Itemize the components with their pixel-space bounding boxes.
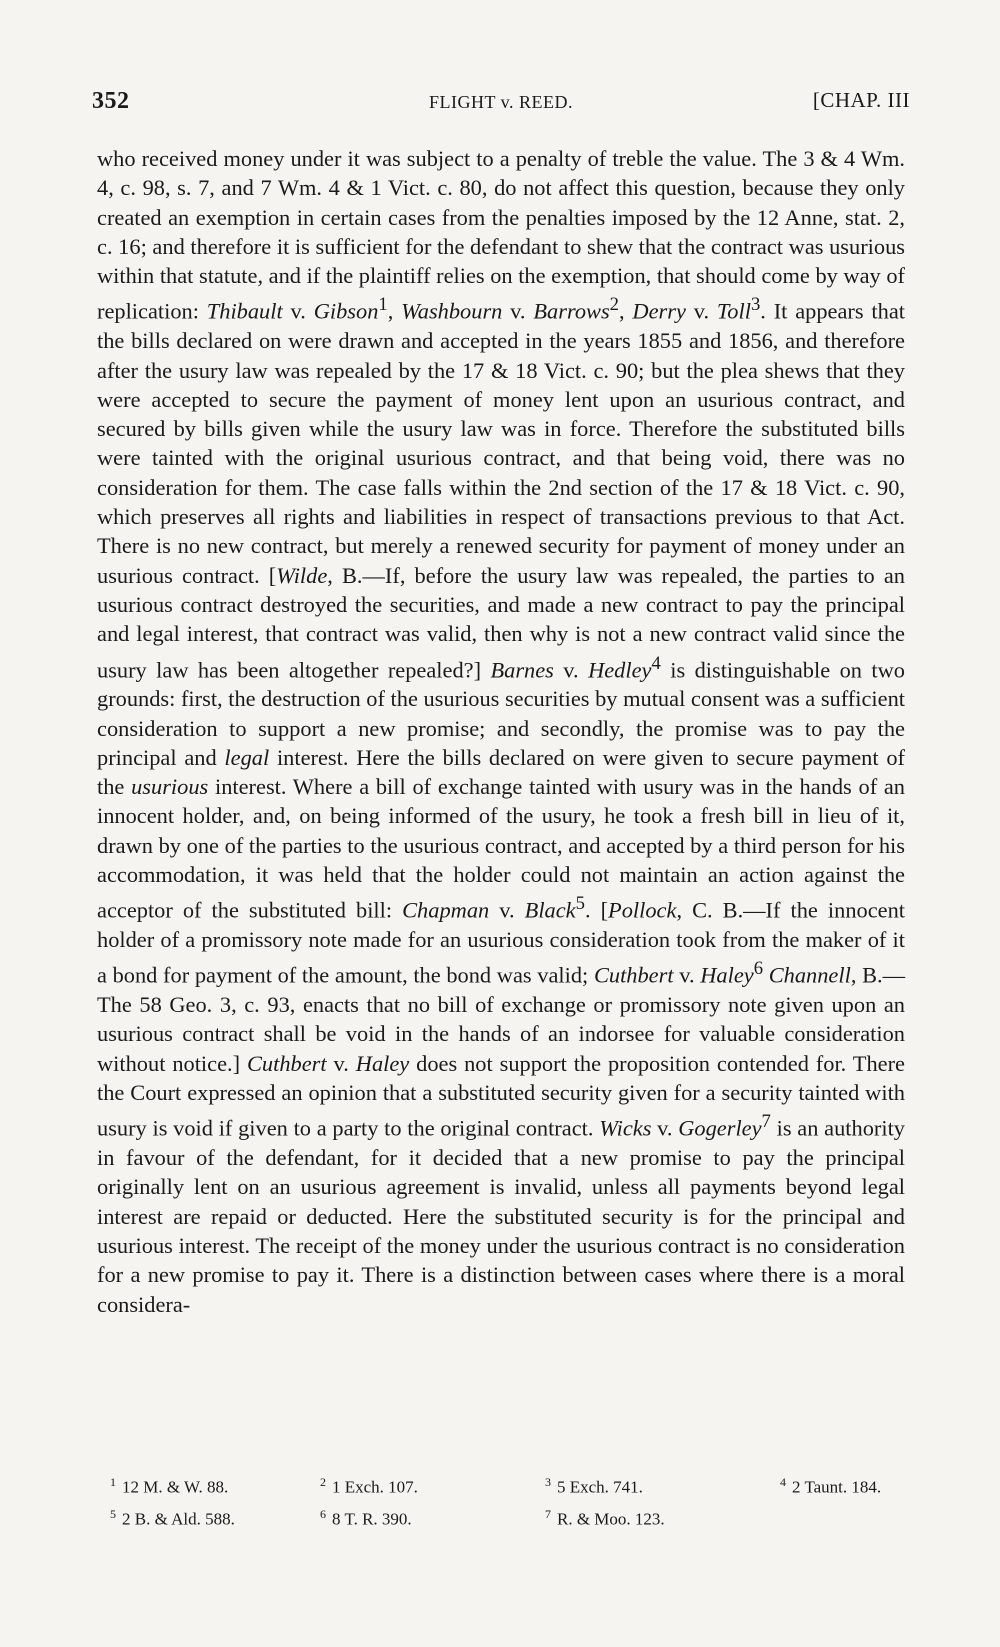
chapter-reference: [CHAP. III — [812, 88, 910, 112]
separator: , — [387, 298, 402, 324]
text-run: is an authority in favour of the defendant, for it decided that a new promise to pay the principal originally lent on an usurious agreement is invalid, unless all payments beyond legal interest are repaid or deducted. Here the substituted security is for the principal and usurious interest. The receipt of the money under the usurious contract is no consideration for a new promise to pay it. There is a distinction between cases where there is a moral considera- — [97, 1115, 905, 1317]
case-name: Barrows — [533, 298, 610, 324]
footnote-number: 6 — [320, 1506, 326, 1521]
case-name: Wicks — [599, 1115, 652, 1141]
text-run: interest. Here the bills declared on were given to secure payment of the — [97, 744, 905, 800]
emphasis: usurious — [131, 774, 209, 800]
footnote-number: 3 — [545, 1475, 551, 1489]
text-run: , B.—The 58 Geo. 3, c. 93, enacts that no bill of exchange or promissory note given upon an usurious contract shall be void in the hands of an indorsee for valuable consideration without notice.] — [97, 962, 905, 1076]
text-run: . It appears that the bills declared on were drawn and accepted in the years 1855 and 1856, and therefore after the usury law was repealed by the 17 & 18 Vict. c. 90; but the plea shews that they were accepted to secure the payment of money lent upon an usurious contract, and secured by bills given while the usury law was in force. Therefore the substituted bills were tainted with the original usurious contract, and that being void, there was no consideration for them. The case falls within the 2nd section of the 17 & 18 Vict. c. 90, which preserves all rights and liabilities in respect of transactions previous to that Act. There is no new contract, but merely a renewed security for payment of money under an usurious contract. [ — [97, 298, 905, 588]
case-name: Black — [524, 897, 576, 923]
versus: v. — [502, 298, 534, 324]
footnote-row — [110, 1469, 890, 1501]
text-run: interest. Where a bill of exchange tainted with usury was in the hands of an innocent holder, and, on being informed of the usury, he took a fresh bill in lieu of it, drawn by one of the parties to the usurious contract, and accepted by a third person for his accommodation, it was held that the holder could not maintain an action against the acceptor of the substituted bill: — [97, 774, 906, 923]
separator: , — [619, 298, 633, 324]
footnote-text: R. & Moo. 123. — [557, 1509, 665, 1529]
text-run: does not support the proposition contended for. There the Court expressed an opinion that a substituted security given for a security tainted with usury is void if given to a party to the original contract. — [97, 1050, 905, 1141]
footnote-marker: 4 — [651, 652, 661, 674]
footnote-marker: 5 — [575, 893, 585, 915]
footnote-text: 12 M. & W. 88. — [122, 1477, 229, 1497]
footnotes — [110, 1469, 890, 1532]
footnote-number: 1 — [110, 1475, 116, 1489]
case-name: Haley — [700, 962, 754, 988]
footnote — [545, 1501, 780, 1533]
emphasis: legal — [224, 744, 270, 770]
footnote-marker: 1 — [378, 294, 388, 316]
footnote-text: 5 Exch. 741. — [557, 1477, 643, 1497]
footnote — [780, 1469, 890, 1501]
footnote-row — [110, 1501, 890, 1533]
versus: v. — [489, 897, 525, 923]
case-name: Derry — [632, 298, 686, 324]
footnote-text: 1 Exch. 107. — [332, 1477, 418, 1497]
versus: v. — [651, 1115, 679, 1141]
case-name: Thibault — [206, 298, 283, 324]
judge-name: Pollock — [608, 897, 677, 923]
text-run: . [ — [584, 897, 609, 923]
case-name: Hedley — [588, 656, 652, 682]
page-number: 352 — [92, 88, 130, 114]
footnote — [320, 1501, 545, 1533]
body-text — [97, 144, 905, 1449]
versus: v. — [673, 962, 701, 988]
footnote — [110, 1501, 320, 1533]
footnote-text: 2 B. & Ald. 588. — [122, 1509, 235, 1529]
footnote — [545, 1469, 780, 1501]
footnote-number: 2 — [320, 1475, 326, 1489]
footnote-marker: 2 — [609, 294, 619, 316]
case-name: Gibson — [313, 298, 379, 324]
footnote-number: 7 — [545, 1506, 551, 1521]
footnote-marker: 6 — [753, 958, 764, 980]
case-name: Gogerley — [678, 1115, 762, 1141]
case-name: Haley — [355, 1050, 410, 1076]
case-name: Chapman — [402, 897, 490, 923]
case-name: Barnes — [490, 656, 554, 682]
judge-name: Channell — [768, 962, 851, 988]
footnote — [110, 1469, 320, 1501]
case-name: Cuthbert — [247, 1050, 327, 1076]
text-run: is distinguishable on two grounds: first, the destruction of the usurious securities by mutual consent was a sufficient consideration to support a new promise; and secondly, the promise was to pay the principal and — [97, 656, 905, 770]
footnote-text: 2 Taunt. 184. — [792, 1477, 882, 1497]
case-name: Cuthbert — [593, 962, 674, 988]
paragraph — [97, 144, 905, 1319]
text-run: who received money under it was subject to a penalty of treble the value. The 3 & 4 Wm. 4, c. 98, s. 7, and 7 Wm. 4 & 1 Vict. c. 80, do not affect this question, because they only created an exemption in certain cases from the penalties imposed by the 12 Anne, stat. 2, c. 16; and therefore it is sufficient for the defendant to shew that the contract was usurious within that statute, and if the plaintiff relies on the exemption, that should come by way of replication: — [97, 146, 905, 324]
footnote-number: 4 — [780, 1475, 786, 1489]
text-run: , C. B.—If the innocent holder of a promissory note made for an usurious consideration took from the maker of it a bond for payment of the amount, the bond was valid; — [97, 897, 905, 988]
case-name: Toll — [716, 298, 751, 324]
footnote-marker: 3 — [750, 294, 761, 316]
judge-name: Wilde — [276, 562, 328, 588]
versus: v. — [282, 298, 314, 324]
versus: v. — [326, 1050, 356, 1076]
versus: v. — [685, 298, 717, 324]
footnote-marker: 7 — [761, 1111, 771, 1133]
case-title: FLIGHT v. REED. — [429, 92, 573, 112]
case-name: Washbourn — [401, 298, 503, 324]
versus: v. — [553, 656, 589, 682]
footnote — [320, 1469, 545, 1501]
text-run: , B.—If, before the usury law was repealed, the parties to an usurious contract destroyed the securities, and made a new contract to pay the principal and legal interest, that contract was valid, then why is not a new contract valid since the usury law has been altogether repealed?] — [97, 562, 905, 682]
footnote-number: 5 — [110, 1506, 116, 1521]
footnote-text: 8 T. R. 390. — [332, 1509, 412, 1529]
running-header — [92, 88, 910, 124]
